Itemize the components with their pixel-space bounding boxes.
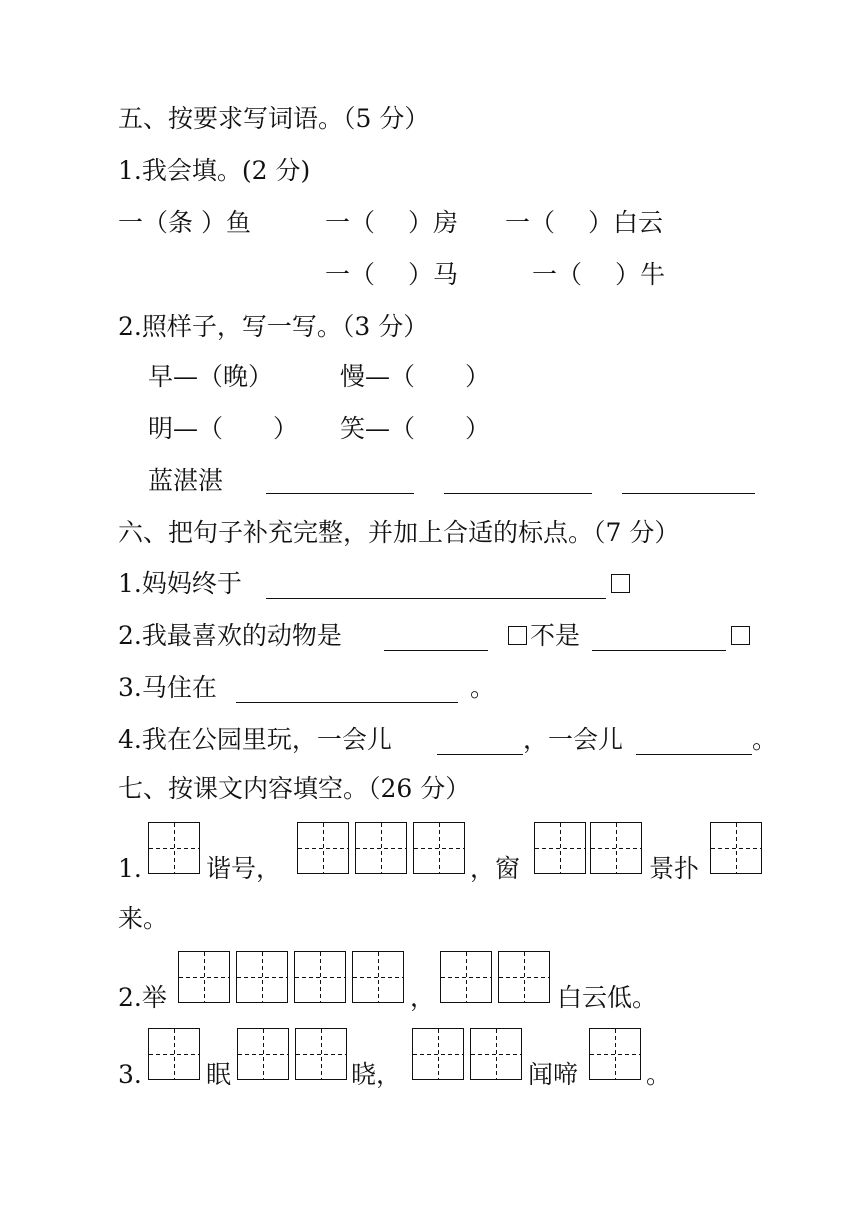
character-box[interactable] <box>297 822 349 874</box>
fill-line-3-text-b: 晓， <box>351 1060 402 1089</box>
measure-word-item-4: 一（ ）马 <box>325 260 458 289</box>
q1-title: 1.我会填。(2 分) <box>118 156 311 185</box>
character-box[interactable] <box>413 822 465 874</box>
antonym-example: 早—（晚） <box>148 362 274 391</box>
fill-line-3-text-a: 眠 <box>206 1060 232 1089</box>
fill-line-1-continued: 来。 <box>118 904 169 933</box>
measure-word-item-5: 一（ ）牛 <box>532 260 665 289</box>
character-box[interactable] <box>236 951 288 1003</box>
sentence-1: 1.妈妈终于 <box>118 569 242 598</box>
sentence-4: 4.我在公园里玩，一会儿 <box>118 725 392 754</box>
character-box[interactable] <box>352 951 404 1003</box>
answer-blank[interactable] <box>236 702 458 703</box>
character-box[interactable] <box>498 951 550 1003</box>
measure-word-item-2: 一（ ）房 <box>325 208 458 237</box>
punctuation-box[interactable] <box>731 626 750 645</box>
fill-line-1-num: 1. <box>118 854 142 883</box>
punctuation-box[interactable] <box>508 626 527 645</box>
character-box[interactable] <box>440 951 492 1003</box>
sentence-4-end: 。 <box>752 725 778 754</box>
section-5-title: 五、按要求写词语。（5 分） <box>118 104 430 133</box>
answer-blank[interactable] <box>636 754 752 755</box>
q2-title: 2.照样子，写一写。（3 分） <box>118 312 429 341</box>
answer-blank[interactable] <box>592 650 726 651</box>
character-box[interactable] <box>470 1028 522 1080</box>
sentence-2: 2.我最喜欢的动物是 <box>118 621 342 650</box>
fill-line-2-text-a: ， <box>410 983 436 1012</box>
section-6-title: 六、把句子补充完整，并加上合适的标点。（7 分） <box>118 518 680 547</box>
fill-line-2-text-b: 白云低。 <box>557 983 658 1012</box>
antonym-item-2: 明—（ ） <box>148 414 299 443</box>
fill-line-1-text-a: 谐号， <box>206 854 282 883</box>
character-box[interactable] <box>355 822 407 874</box>
fill-line-1-text-c: 景扑 <box>649 854 700 883</box>
character-box[interactable] <box>295 1028 347 1080</box>
answer-blank[interactable] <box>444 493 592 494</box>
antonym-item-1: 慢—（ ） <box>340 362 491 391</box>
character-box[interactable] <box>294 951 346 1003</box>
fill-line-3-text-d: 。 <box>646 1060 672 1089</box>
sentence-3-end: 。 <box>470 673 496 702</box>
measure-word-item-3: 一（ ）白云 <box>505 208 663 237</box>
aabb-word-example: 蓝湛湛 <box>148 466 224 495</box>
punctuation-box[interactable] <box>611 574 630 593</box>
sentence-4-cont: ，一会儿 <box>523 725 624 754</box>
character-box[interactable] <box>178 951 230 1003</box>
character-box[interactable] <box>148 822 200 874</box>
sentence-2-cont: 不是 <box>530 621 581 650</box>
answer-blank[interactable] <box>622 493 755 494</box>
answer-blank[interactable] <box>437 754 523 755</box>
character-box[interactable] <box>590 822 642 874</box>
section-7-title: 七、按课文内容填空。（26 分） <box>118 774 471 803</box>
fill-line-2-num: 2.举 <box>118 983 167 1012</box>
fill-line-3-text-c: 闻啼 <box>528 1060 579 1089</box>
answer-blank[interactable] <box>266 493 414 494</box>
answer-blank[interactable] <box>266 598 606 599</box>
measure-word-item-1: 一（条 ）鱼 <box>118 208 251 237</box>
character-box[interactable] <box>148 1028 200 1080</box>
answer-blank[interactable] <box>384 650 488 651</box>
character-box[interactable] <box>412 1028 464 1080</box>
fill-line-1-text-b: ，窗 <box>470 854 521 883</box>
fill-line-3-num: 3. <box>118 1060 142 1089</box>
character-box[interactable] <box>534 822 586 874</box>
character-box[interactable] <box>710 822 762 874</box>
antonym-item-3: 笑—（ ） <box>340 414 491 443</box>
sentence-3: 3.马住在 <box>118 673 217 702</box>
character-box[interactable] <box>589 1028 641 1080</box>
character-box[interactable] <box>237 1028 289 1080</box>
